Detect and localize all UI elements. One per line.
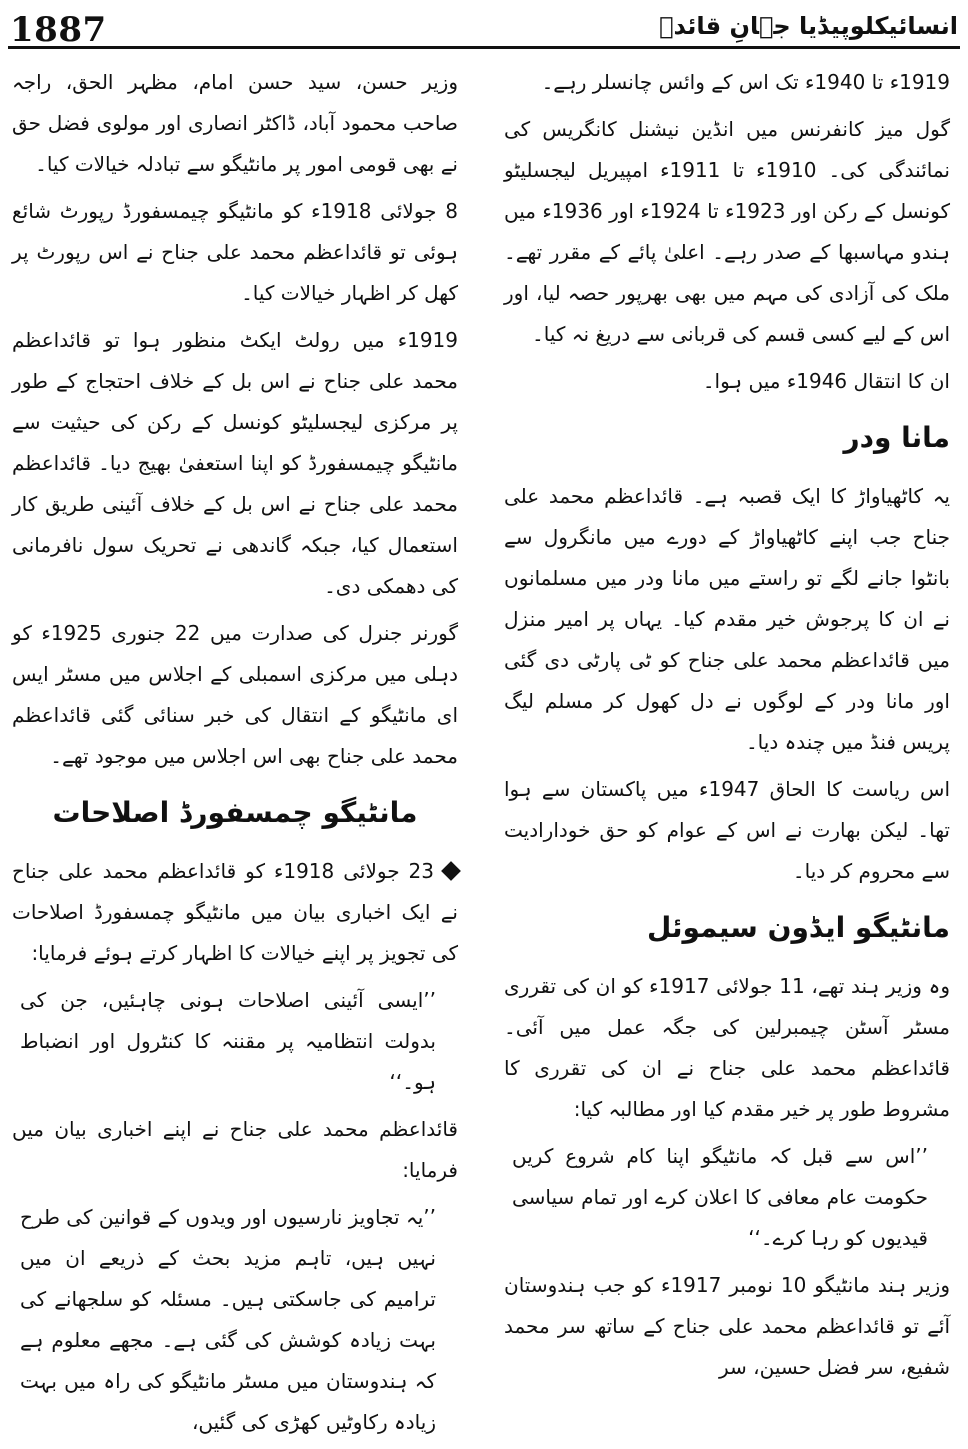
paragraph: وزیر حسن، سید حسن امام، مظہر الحق، راجہ صاحب محمود آباد، ڈاکٹر انصاری اور مولوی فضل حق نے بھی قومی امور پر مانٹیگو سے تبادلہ خیالات کیا۔ bbox=[12, 70, 458, 176]
paragraph: 1919ء میں رولٹ ایکٹ منظور ہوا تو قائداعظم محمد علی جناح نے اس بل کے خلاف احتجاج کے طور پر مرکزی لیجسلیٹو کونسل کے رکن کی حیثیت سے مانٹیگو چیمسفورڈ کو اپنا استعفیٰ بھیج دیا۔ قائداعظم محمد علی جناح نے اس بل کے خلاف آئینی طریق کار استعمال کیا، جبکہ گاندھی نے تحریک سول نافرمانی کی دھمکی دی۔ bbox=[12, 328, 458, 598]
paragraph: وہ وزیر ہند تھے، 11 جولائی 1917ء کو ان کی تقرری مسٹر آسٹن چیمبرلین کی جگہ عمل میں آئی۔ قائداعظم محمد علی جناح نے ان کی تقرری کا مشروط طور پر خیر مقدم کیا اور مطالبہ کیا: bbox=[504, 974, 951, 1121]
section-heading-montagu: مانٹیگو ایڈون سیموئل bbox=[647, 911, 950, 944]
paragraph: ان کا انتقال 1946ء میں ہوا۔ bbox=[702, 369, 950, 393]
page-number: 1887 bbox=[10, 10, 107, 50]
bullet-text: 23 جولائی 1918ء کو قائداعظم محمد علی جناح نے ایک اخباری بیان میں مانٹیگو چمسفورڈ اصلاحات کی تجویز پر اپنے خیالات کا اظہار کرتے ہوئے فرمایا: bbox=[12, 859, 458, 965]
right-column bbox=[504, 62, 950, 1394]
paragraph: 8 جولائی 1918ء کو مانٹیگو چیمسفورڈ رپورٹ شائع ہوئی تو قائداعظم محمد علی جناح نے اس رپورٹ پر کھل کر اظہار خیالات کیا۔ bbox=[12, 199, 458, 305]
quotation: ’’اس سے قبل کہ مانٹیگو اپنا کام شروع کریں حکومت عام معافی کا اعلان کرے اور تمام سیاسی قیدیوں کو رہا کرے۔‘‘ bbox=[512, 1144, 928, 1250]
section-heading-reforms: مانٹیگو چمسفورڈ اصلاحات bbox=[52, 796, 418, 829]
diamond-bullet-icon bbox=[441, 861, 461, 881]
left-column bbox=[12, 62, 458, 1449]
page-header bbox=[8, 0, 960, 56]
header-rule bbox=[8, 46, 960, 49]
quotation: ’’یہ تجاویز نارسیوں اور ویدوں کے قوانین کی طرح نہیں ہیں، تاہم مزید بحث کے ذریعے ان میں ترامیم کی جاسکتی ہیں۔ مسئلہ کو سلجھانے کی بہت زیادہ کوشش کی گئی ہے۔ مجھے معلوم ہے کہ ہندوستان میں مسٹر مانٹیگو کی راہ میں بہت زیادہ رکاوٹیں کھڑی کی گئیں، bbox=[20, 1205, 436, 1434]
paragraph: وزیر ہند مانٹیگو 10 نومبر 1917ء کو جب ہندوستان آئے تو قائداعظم محمد علی جناح کے ساتھ سر محمد شفیع، سر فضل حسین، سر bbox=[504, 1273, 950, 1379]
paragraph: گول میز کانفرنس میں انڈین نیشنل کانگریس کی نمائندگی کی۔ 1910ء تا 1911ء امپیریل لیجسلیٹو کونسل کے رکن اور 1923ء تا 1924ء اور 1936ء میں ہندو مہاسبھا کے صدر رہے۔ اعلیٰ پائے کے مقرر تھے۔ ملک کی آزادی کی مہم میں بھی بھرپور حصہ لیا، اور اس کے لیے کسی قسم کی قربانی سے دریغ نہ کیا۔ bbox=[504, 117, 951, 346]
quotation: ’’ایسی آئینی اصلاحات ہونی چاہئیں، جن کی بدولت انتظامیہ پر مقننہ کا کنٹرول اور انضباط ہو۔‘‘ bbox=[20, 988, 436, 1094]
bullet-paragraph bbox=[12, 851, 458, 974]
paragraph: قائداعظم محمد علی جناح نے اپنے اخباری بیان میں فرمایا: bbox=[12, 1117, 458, 1182]
paragraph: 1919ء تا 1940ء تک اس کے وائس چانسلر رہے۔ bbox=[541, 70, 950, 94]
section-heading-manavadar: مانا ودر bbox=[843, 421, 950, 454]
paragraph: اس ریاست کا الحاق 1947ء میں پاکستان سے ہوا تھا۔ لیکن بھارت نے اس کے عوام کو حق خودارادیت سے محروم کر دیا۔ bbox=[504, 777, 951, 883]
paragraph: یہ کاٹھیاواڑ کا ایک قصبہ ہے۔ قائداعظم محمد علی جناح جب اپنے کاٹھیاواڑ کے دورے میں مانگرول سے بانٹوا جانے لگے تو راستے میں مانا ودر میں مسلمانوں نے ان کا پرجوش خیر مقدم کیا۔ یہاں پر امیر منزل میں قائداعظم محمد علی جناح کو ٹی پارٹی دی گئی اور مانا ودر کے لوگوں نے دل کھول کر مسلم لیگ پریس فنڈ میں چندہ دیا۔ bbox=[504, 484, 950, 754]
paragraph: گورنر جنرل کی صدارت میں 22 جنوری 1925ء کو دہلی میں مرکزی اسمبلی کے اجلاس میں مسٹر ایس ای مانٹیگو کے انتقال کی خبر سنائی گئی قائداعظم محمد علی جناح بھی اس اجلاس میں موجود تھے۔ bbox=[12, 621, 458, 768]
running-title: انسائیکلوپیڈیا جہانِ قائدؒ bbox=[659, 12, 958, 40]
